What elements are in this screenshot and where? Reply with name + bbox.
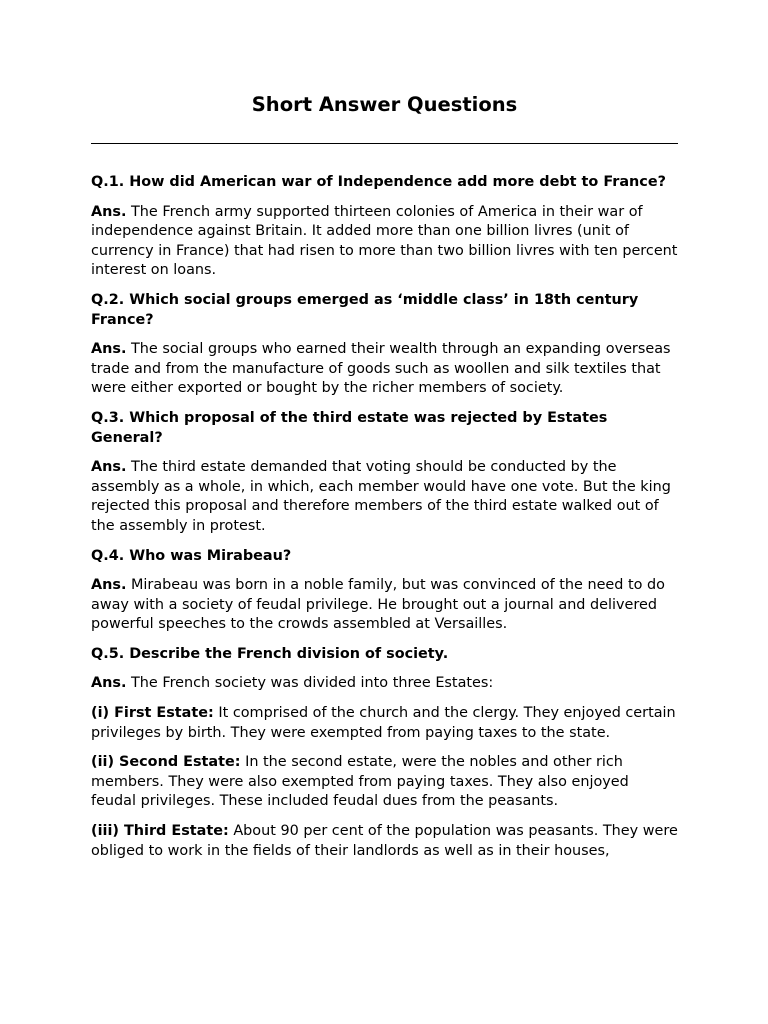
estate-label: (i) First Estate: — [91, 705, 214, 722]
answer-label: Ans. — [91, 341, 127, 358]
page-title: Short Answer Questions — [251, 93, 518, 116]
question-5: Q.5. Describe the French division of society. — [91, 645, 449, 662]
title-divider — [91, 143, 678, 144]
answer-text: The social groups who earned their wealth through an expanding overseas trade and from the manufacture of goods such as woollen and silk textiles that were either exported or bought by the richer members of society. — [91, 341, 671, 397]
document-page — [91, 0, 678, 871]
estate-text: It comprised of the church and the clergy. They enjoyed certain privileges by birth. They were exempted from paying taxes to the state. — [91, 705, 676, 741]
answer-text: Mirabeau was born in a noble family, but was convinced of the need to do away with a society of feudal privilege. He brought out a journal and delivered powerful speeches to the crowds assembled at Versailles. — [91, 577, 665, 633]
estate-text: In the second estate, were the nobles and other rich members. They were also exempted from paying taxes. They also enjoyed feudal privileges. These included feudal dues from the peasants. — [91, 754, 629, 810]
answer-text: The French society was divided into three Estates: — [126, 675, 494, 692]
estate-label: (ii) Second Estate: — [91, 754, 241, 771]
estate-first — [91, 704, 678, 743]
estate-label: (iii) Third Estate: — [91, 823, 229, 840]
answer-label: Ans. — [91, 675, 127, 692]
answer-text: The third estate demanded that voting should be conducted by the assembly as a whole, in which, each member would have one vote. But the king rejected this proposal and therefore members of the third estate walked out of the assembly in protest. — [91, 459, 671, 534]
question-3: Q.3. Which proposal of the third estate was rejected by Estates General? — [91, 409, 608, 446]
estate-text: About 90 per cent of the population was peasants. They were obliged to work in the fields of their landlords as well as in their houses, — [91, 823, 678, 859]
question-2: Q.2. Which social groups emerged as ‘middle class’ in 18th century France? — [91, 291, 639, 328]
estate-third — [91, 822, 678, 861]
answer-4 — [91, 576, 678, 635]
question-4: Q.4. Who was Mirabeau? — [91, 547, 292, 564]
estate-second — [91, 753, 678, 812]
answer-5 — [91, 674, 678, 694]
answer-label: Ans. — [91, 459, 127, 476]
answer-text: The French army supported thirteen colonies of America in their war of independence against Britain. It added more than one billion livres (unit of currency in France) that had risen to more than two billion livres with ten percent interest on loans. — [91, 203, 678, 279]
answer-label: Ans. — [91, 203, 127, 220]
question-1: Q.1. How did American war of Independence add more debt to France? — [91, 174, 666, 190]
document-content — [91, 173, 678, 861]
answer-label: Ans. — [91, 577, 127, 594]
answer-2 — [91, 340, 678, 399]
answer-1 — [91, 203, 678, 281]
answer-3 — [91, 458, 678, 536]
